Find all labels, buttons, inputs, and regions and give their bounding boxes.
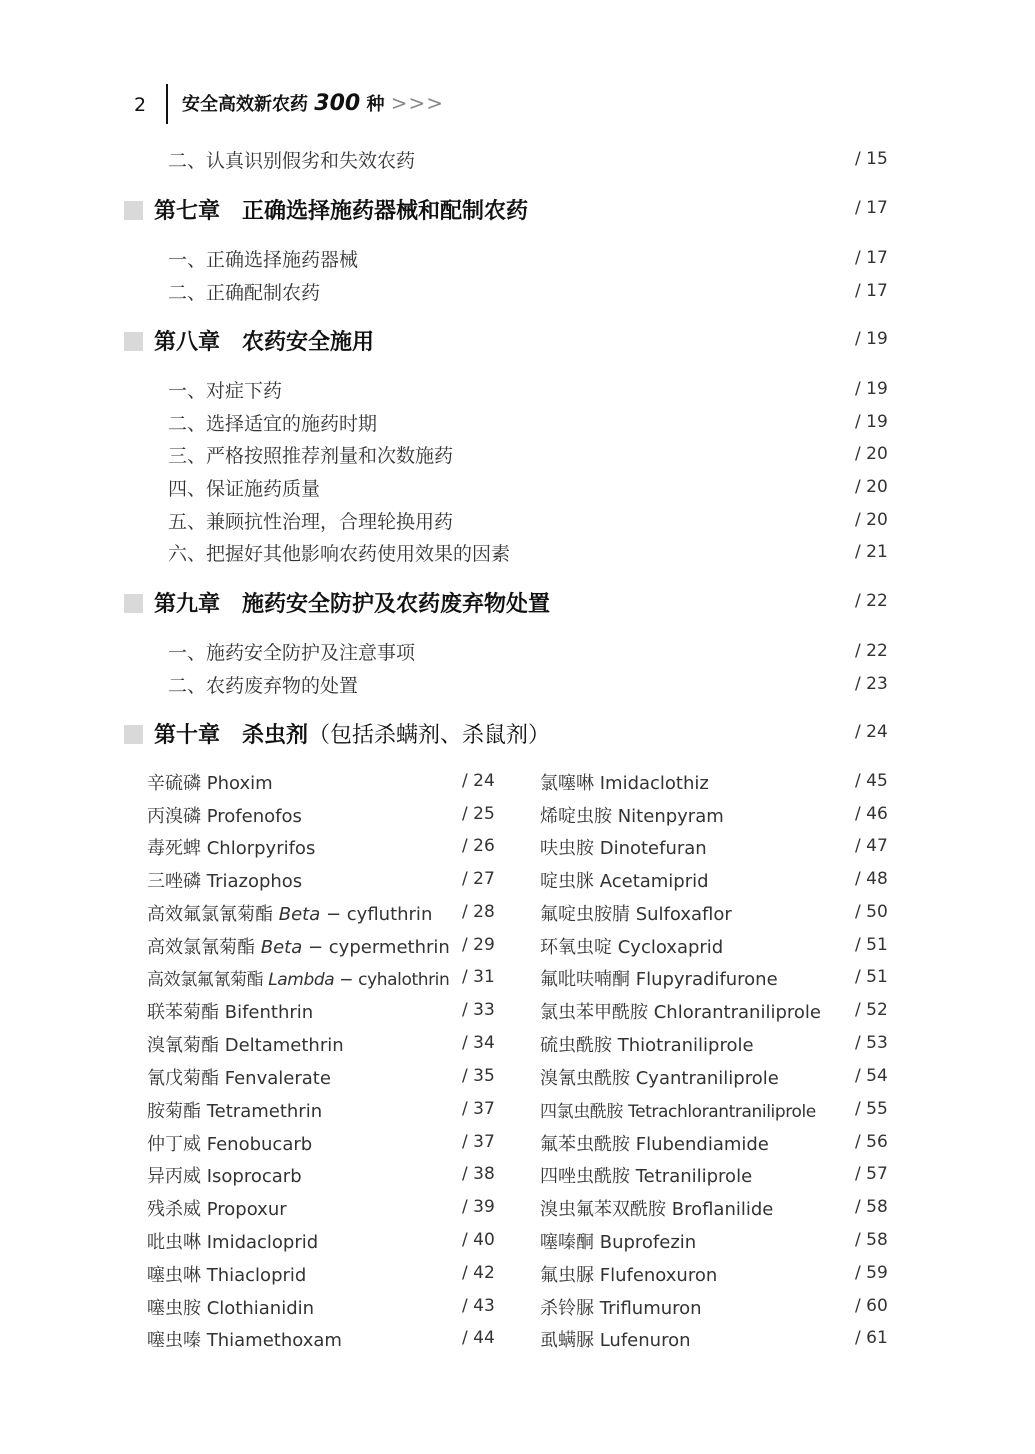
- insecticide-row: [0, 1294, 1035, 1326]
- insecticide-name-en: − cyfluthrin: [320, 904, 433, 925]
- insecticide-name[interactable]: 氟吡呋喃酮 Flupyradifurone: [540, 969, 778, 990]
- header-divider: [166, 84, 168, 124]
- insecticide-name[interactable]: 四唑虫酰胺 Tetraniliprole: [540, 1166, 753, 1187]
- toc-entry-title: 一、正确选择施药器械: [168, 249, 359, 271]
- insecticide-page: / 29: [462, 935, 495, 955]
- insecticide-name-en: − cyhalothrin: [334, 970, 450, 990]
- toc-entry[interactable]: [0, 671, 1035, 703]
- insecticide-page: / 33: [462, 1000, 495, 1020]
- insecticide-page: / 51: [855, 935, 888, 955]
- chapter-bullet-icon: [124, 725, 143, 744]
- insecticide-name[interactable]: 烯啶虫胺 Nitenpyram: [540, 806, 724, 827]
- insecticide-page: / 52: [855, 1000, 888, 1020]
- book-title-number: 300: [314, 91, 361, 116]
- insecticide-page: / 38: [462, 1164, 495, 1184]
- insecticide-row: [0, 900, 1035, 932]
- insecticide-page: / 28: [462, 902, 495, 922]
- toc-entry-page: / 20: [855, 444, 888, 464]
- insecticide-page: / 35: [462, 1066, 495, 1086]
- insecticide-page: / 25: [462, 804, 495, 824]
- insecticide-name-prefix: Beta: [278, 904, 321, 925]
- insecticide-name[interactable]: 溴虫氟苯双酰胺 Broflanilide: [540, 1199, 774, 1220]
- insecticide-name-zh: 高效氟氯氰菊酯: [147, 904, 279, 925]
- insecticide-row: [0, 769, 1035, 801]
- chapter-title-main: 第十章 杀虫剂: [154, 723, 309, 748]
- insecticide-name[interactable]: 辛硫磷 Phoxim: [147, 773, 273, 794]
- insecticide-name[interactable]: 噻虫啉 Thiacloprid: [147, 1265, 307, 1286]
- insecticide-row: [0, 1261, 1035, 1293]
- insecticide-page: / 42: [462, 1263, 495, 1283]
- insecticide-row: [0, 1031, 1035, 1063]
- insecticide-page: / 60: [855, 1296, 888, 1316]
- page-number: 2: [134, 94, 147, 116]
- insecticide-row: [0, 1097, 1035, 1129]
- insecticide-name-prefix: Lambda: [268, 970, 335, 990]
- chapter-heading[interactable]: [0, 325, 1035, 357]
- insecticide-name[interactable]: 氟啶虫胺腈 Sulfoxaflor: [540, 904, 732, 925]
- insecticide-page: / 43: [462, 1296, 495, 1316]
- insecticide-name[interactable]: 噻虫嗪 Thiamethoxam: [147, 1330, 342, 1351]
- chapter-title-note: （包括杀螨剂、杀鼠剂）: [308, 723, 551, 748]
- book-title: [182, 90, 444, 116]
- insecticide-row: [0, 933, 1035, 965]
- insecticide-row: [0, 867, 1035, 899]
- insecticide-page: / 24: [462, 771, 495, 791]
- toc-entry-title: 二、选择适宜的施药时期: [168, 413, 378, 435]
- toc-entry-page: / 21: [855, 542, 888, 562]
- insecticide-row: [0, 1162, 1035, 1194]
- toc-entry[interactable]: [0, 409, 1035, 441]
- insecticide-name[interactable]: 噻嗪酮 Buprofezin: [540, 1232, 697, 1253]
- toc-entry[interactable]: [0, 441, 1035, 473]
- toc-entry-title: 二、农药废弃物的处置: [168, 675, 359, 697]
- insecticide-page: / 57: [855, 1164, 888, 1184]
- chapter-page: / 22: [855, 591, 888, 611]
- insecticide-page: / 39: [462, 1197, 495, 1217]
- toc-entry[interactable]: [0, 507, 1035, 539]
- insecticide-page: / 37: [462, 1132, 495, 1152]
- chapter-heading[interactable]: [0, 718, 1035, 750]
- insecticide-page: / 44: [462, 1328, 495, 1348]
- insecticide-name[interactable]: 呋虫胺 Dinotefuran: [540, 838, 707, 859]
- insecticide-row: [0, 1130, 1035, 1162]
- insecticide-name[interactable]: [147, 933, 450, 959]
- chapter-bullet-icon: [124, 594, 143, 613]
- insecticide-name[interactable]: 氟虫脲 Flufenoxuron: [540, 1265, 718, 1286]
- toc-entry-title: 一、施药安全防护及注意事项: [168, 642, 416, 664]
- chapter-title: 第七章 正确选择施药器械和配制农药: [154, 199, 529, 224]
- insecticide-page: / 47: [855, 836, 888, 856]
- chapter-heading[interactable]: [0, 587, 1035, 619]
- insecticide-name[interactable]: 异丙威 Isoprocarb: [147, 1166, 302, 1187]
- chapter-title: 第九章 施药安全防护及农药废弃物处置: [154, 592, 551, 617]
- insecticide-name[interactable]: 氰戊菊酯 Fenvalerate: [147, 1068, 331, 1089]
- insecticide-page: / 61: [855, 1328, 888, 1348]
- insecticide-page: / 56: [855, 1132, 888, 1152]
- toc-entry[interactable]: [0, 638, 1035, 670]
- insecticide-name-zh: 高效氯氰菊酯: [147, 937, 261, 958]
- insecticide-page: / 40: [462, 1230, 495, 1250]
- chapter-page: / 24: [855, 722, 888, 742]
- insecticide-name[interactable]: 残杀威 Propoxur: [147, 1199, 287, 1220]
- insecticide-name[interactable]: 联苯菊酯 Bifenthrin: [147, 1002, 314, 1023]
- book-title-arrows: >>>: [390, 91, 445, 115]
- insecticide-row: [0, 802, 1035, 834]
- toc-entry-title: 二、正确配制农药: [168, 282, 321, 304]
- toc-entry[interactable]: [0, 146, 1035, 178]
- chapter-bullet-icon: [124, 332, 143, 351]
- insecticide-name-prefix: Beta: [260, 937, 303, 958]
- toc-entry-title: 二、认真识别假劣和失效农药: [168, 150, 416, 172]
- toc-entry-title: 四、保证施药质量: [168, 478, 321, 500]
- insecticide-name[interactable]: 噻虫胺 Clothianidin: [147, 1298, 315, 1319]
- chapter-bullet-icon: [124, 201, 143, 220]
- toc-entry-page: / 23: [855, 674, 888, 694]
- insecticide-row: [0, 998, 1035, 1030]
- insecticide-name[interactable]: 丙溴磷 Profenofos: [147, 806, 302, 827]
- toc-entry-title: 六、把握好其他影响农药使用效果的因素: [168, 543, 511, 565]
- insecticide-row: [0, 1064, 1035, 1096]
- insecticide-page: / 59: [855, 1263, 888, 1283]
- toc-entry-page: / 19: [855, 412, 888, 432]
- insecticide-page: / 31: [462, 967, 495, 987]
- toc-entry-page: / 20: [855, 477, 888, 497]
- insecticide-page: / 58: [855, 1197, 888, 1217]
- toc-entry-page: / 15: [855, 149, 888, 169]
- chapter-heading[interactable]: [0, 194, 1035, 226]
- insecticide-name[interactable]: 硫虫酰胺 Thiotraniliprole: [540, 1035, 754, 1056]
- insecticide-name-zh: 高效氯氟氰菊酯: [147, 970, 269, 990]
- insecticide-name[interactable]: 虱螨脲 Lufenuron: [540, 1330, 691, 1351]
- insecticide-page: / 26: [462, 836, 495, 856]
- insecticide-name[interactable]: 毒死蜱 Chlorpyrifos: [147, 838, 316, 859]
- chapter-page: / 19: [855, 329, 888, 349]
- toc-entry-page: / 22: [855, 641, 888, 661]
- insecticide-name[interactable]: [147, 900, 432, 926]
- insecticide-page: / 27: [462, 869, 495, 889]
- toc-entry-title: 一、对症下药: [168, 380, 283, 402]
- insecticide-name[interactable]: 氯噻啉 Imidaclothiz: [540, 773, 709, 794]
- running-header: [0, 82, 1035, 126]
- insecticide-row: [0, 1228, 1035, 1260]
- insecticide-name[interactable]: 三唑磷 Triazophos: [147, 871, 303, 892]
- book-title-suffix: 种: [366, 94, 385, 115]
- insecticide-name[interactable]: 溴氰虫酰胺 Cyantraniliprole: [540, 1068, 779, 1089]
- insecticide-name[interactable]: 环氧虫啶 Cycloxaprid: [540, 937, 724, 958]
- chapter-title: 第八章 农药安全施用: [154, 330, 375, 355]
- insecticide-name[interactable]: 杀铃脲 Triflumuron: [540, 1298, 702, 1319]
- book-title-prefix: 安全高效新农药: [182, 94, 308, 115]
- insecticide-name-en: − cypermethrin: [302, 937, 450, 958]
- insecticide-name[interactable]: 胺菊酯 Tetramethrin: [147, 1101, 323, 1122]
- insecticide-row: [0, 834, 1035, 866]
- toc-entry[interactable]: [0, 376, 1035, 408]
- insecticide-page: / 46: [855, 804, 888, 824]
- toc-entry[interactable]: [0, 245, 1035, 277]
- insecticide-page: / 58: [855, 1230, 888, 1250]
- chapter-title: [154, 718, 550, 749]
- insecticide-page: / 55: [855, 1099, 888, 1119]
- insecticide-page: / 34: [462, 1033, 495, 1053]
- toc-entry-page: / 20: [855, 510, 888, 530]
- toc-entry-title: 五、兼顾抗性治理，合理轮换用药: [168, 511, 454, 533]
- chapter-page: / 17: [855, 198, 888, 218]
- insecticide-page: / 54: [855, 1066, 888, 1086]
- insecticide-name[interactable]: 啶虫脒 Acetamiprid: [540, 871, 709, 892]
- insecticide-page: / 51: [855, 967, 888, 987]
- insecticide-name[interactable]: 四氯虫酰胺 Tetrachlorantraniliprole: [540, 1102, 816, 1122]
- insecticide-row: [0, 965, 1035, 997]
- insecticide-name[interactable]: 溴氰菊酯 Deltamethrin: [147, 1035, 344, 1056]
- insecticide-page: / 37: [462, 1099, 495, 1119]
- toc-entry-page: / 17: [855, 248, 888, 268]
- insecticide-name[interactable]: 吡虫啉 Imidacloprid: [147, 1232, 319, 1253]
- toc-entry-page: / 17: [855, 281, 888, 301]
- insecticide-page: / 45: [855, 771, 888, 791]
- insecticide-name[interactable]: [147, 965, 449, 990]
- toc-entry[interactable]: [0, 539, 1035, 571]
- insecticide-page: / 50: [855, 902, 888, 922]
- toc-entry[interactable]: [0, 474, 1035, 506]
- insecticide-row: [0, 1195, 1035, 1227]
- toc-entry-title: 三、严格按照推荐剂量和次数施药: [168, 445, 454, 467]
- insecticide-page: / 48: [855, 869, 888, 889]
- insecticide-name[interactable]: 氟苯虫酰胺 Flubendiamide: [540, 1134, 769, 1155]
- insecticide-page: / 53: [855, 1033, 888, 1053]
- insecticide-name[interactable]: 氯虫苯甲酰胺 Chlorantraniliprole: [540, 1002, 821, 1023]
- toc-entry[interactable]: [0, 278, 1035, 310]
- insecticide-name[interactable]: 仲丁威 Fenobucarb: [147, 1134, 313, 1155]
- toc-entry-page: / 19: [855, 379, 888, 399]
- insecticide-row: [0, 1326, 1035, 1358]
